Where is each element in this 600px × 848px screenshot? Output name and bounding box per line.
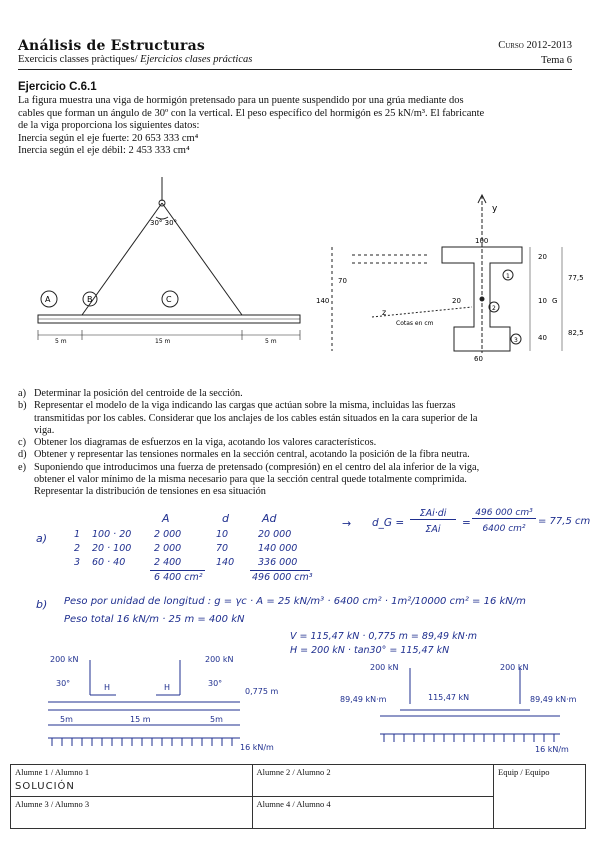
label-a: A bbox=[45, 295, 51, 304]
student3-cell[interactable] bbox=[11, 797, 253, 829]
axis-y-label: y bbox=[492, 204, 498, 214]
table-row: 1 100 · 20 2 000 10 20 000 bbox=[74, 529, 292, 540]
page-title: Análisis de Estructuras bbox=[18, 38, 205, 54]
table-row: 3 60 · 40 2 400 140 336 000 bbox=[74, 557, 298, 568]
solution-a-rows bbox=[74, 528, 297, 570]
result-den: 6400 cm² bbox=[482, 524, 526, 534]
centroid-result: = 77,5 cm bbox=[538, 516, 591, 527]
dim-mid: 15 m bbox=[155, 338, 171, 345]
dim-82-5: 82,5 bbox=[568, 329, 584, 337]
student1-name: SOLUCIÓN bbox=[15, 781, 75, 792]
arrow-icon: → bbox=[342, 517, 352, 530]
angle-30-left: 30° bbox=[56, 679, 71, 688]
dim-10: 10 bbox=[538, 297, 547, 305]
student1-cell[interactable] bbox=[11, 765, 253, 797]
load-model-right bbox=[340, 660, 590, 755]
question-a: a) Determinar la posición del centroide de la sección. bbox=[18, 388, 243, 399]
dim-5-left: 5m bbox=[60, 715, 73, 724]
centroid-num: ΣAi·di bbox=[410, 508, 456, 520]
questions-list bbox=[18, 388, 578, 499]
sum-rule-ad bbox=[250, 570, 310, 571]
force-200-right: 200 kN bbox=[500, 663, 529, 672]
subtitle-ca: Exercicis classes pràctiques/ bbox=[18, 54, 138, 65]
col-a-header: A bbox=[162, 512, 170, 525]
intro-line: de la viga proporciona los siguientes datos: bbox=[18, 120, 200, 131]
page-subtitle bbox=[18, 54, 252, 65]
dim-60: 60 bbox=[474, 355, 483, 363]
question-e: e) Suponiendo que introducimos una fuerza de pretensado (compresión) en el centro del ala inferior de la viga, bbox=[18, 461, 480, 473]
n3-label: 3 bbox=[514, 337, 518, 344]
dim-70: 70 bbox=[338, 277, 347, 285]
question-b-cont: viga. bbox=[34, 424, 55, 436]
label-b: B bbox=[87, 295, 93, 304]
dim-15: 15 m bbox=[130, 715, 151, 724]
solution-a-label: a) bbox=[36, 532, 48, 545]
load-16: 16 kN/m bbox=[240, 743, 274, 752]
label-g: G bbox=[552, 297, 558, 305]
dim-20-web: 20 bbox=[452, 297, 461, 305]
dim-77-5: 77,5 bbox=[568, 274, 584, 282]
units-note: Cotas en cm bbox=[396, 320, 434, 327]
h-left: H bbox=[104, 683, 111, 692]
dim-5-right: 5m bbox=[210, 715, 223, 724]
load-arrows bbox=[52, 738, 232, 746]
load-arrows bbox=[384, 734, 554, 742]
intro-line: cables que forman un ángulo de 30º con la vertical. El peso específico del hormigón es 25 kN/m³. El fabricante bbox=[18, 107, 485, 119]
axial-force: 115,47 kN bbox=[428, 693, 470, 702]
question-e-cont: obtener el valor mínimo de la misma necesario para que la sección central quede totalmente comprimida. bbox=[34, 474, 467, 486]
question-c: c) Obtener los diagramas de esfuerzos en la viga, acotando los valores característicos. bbox=[18, 437, 377, 449]
moment-calc: V = 115,47 kN · 0,775 m = 89,49 kN·m bbox=[290, 631, 477, 642]
load-16: 16 kN/m bbox=[535, 745, 569, 754]
question-b-cont: transmitidas por los cables. Considerar que los anclajes de los cables están situados en la cara superior de la bbox=[34, 412, 478, 424]
force-200-right: 200 kN bbox=[205, 655, 234, 664]
question-e-cont: Representar la distribución de tensiones en esa situación bbox=[34, 486, 266, 498]
exercise-label: Ejercicio bbox=[18, 81, 66, 93]
exercise-intro bbox=[18, 95, 578, 158]
course-label: Curso 2012-2013 bbox=[498, 40, 572, 51]
result-num: 496 000 cm³ bbox=[472, 508, 536, 519]
student3-label: Alumne 3 / Alumno 3 bbox=[15, 799, 90, 809]
sum-a: 6 400 cm² bbox=[154, 572, 203, 583]
cable-angles: 30° 30° bbox=[150, 219, 178, 227]
col-ad-header: Ad bbox=[262, 512, 277, 525]
h-right: H bbox=[164, 683, 171, 692]
team-label: Equip / Equipo bbox=[498, 767, 550, 777]
dim-0775: 0,775 m bbox=[245, 687, 279, 696]
header-rule bbox=[18, 69, 572, 70]
dim-40: 40 bbox=[538, 334, 547, 342]
team-cell[interactable] bbox=[494, 765, 586, 829]
load-model-left bbox=[40, 650, 290, 760]
inertia-strong: Inercia según el eje fuerte: 20 653 333 cm⁴ bbox=[18, 132, 199, 144]
beam-crane-figure bbox=[10, 175, 300, 370]
sum-ad: 496 000 cm³ bbox=[252, 572, 313, 583]
force-200-left: 200 kN bbox=[370, 663, 399, 672]
dim-left: 5 m bbox=[55, 338, 67, 345]
student2-cell[interactable] bbox=[252, 765, 494, 797]
centroid-dot bbox=[480, 297, 484, 301]
z-axis bbox=[372, 307, 472, 317]
cross-section-figure bbox=[312, 195, 582, 365]
total-weight: Peso total 16 kN/m · 25 m = 400 kN bbox=[64, 614, 245, 625]
dim-20-top: 20 bbox=[538, 253, 547, 261]
student2-label: Alumne 2 / Alumno 2 bbox=[256, 767, 331, 777]
exercise-number: C.6.1 bbox=[69, 81, 97, 93]
col-d-header: d bbox=[222, 512, 229, 525]
question-d: d) Obtener y representar las tensiones normales en la sección central, acotando la posición de la fibra neutra. bbox=[18, 449, 470, 461]
moment-left: 89,49 kN·m bbox=[340, 695, 387, 704]
exercise-title bbox=[18, 81, 97, 93]
student4-label: Alumne 4 / Alumno 4 bbox=[256, 799, 331, 809]
student-table bbox=[10, 764, 586, 829]
moment-right: 89,49 kN·m bbox=[530, 695, 577, 704]
dim-140: 140 bbox=[316, 297, 330, 305]
dim-100: 100 bbox=[475, 237, 489, 245]
n2-label: 2 bbox=[492, 305, 496, 312]
dim-right: 5 m bbox=[265, 338, 277, 345]
centroid-den: ΣAi bbox=[425, 524, 441, 535]
table-row: 2 20 · 100 2 000 70 140 000 bbox=[74, 543, 298, 554]
equals-icon: = bbox=[462, 517, 471, 529]
topic-label: Tema 6 bbox=[540, 55, 572, 66]
axis-z-label: z bbox=[382, 308, 387, 317]
force-200-left: 200 kN bbox=[50, 655, 79, 664]
weight-per-length: Peso por unidad de longitud : g = γc · A = 25 kN/m³ · 6400 cm² · 1m²/10000 cm² = 16 kN/m bbox=[64, 596, 526, 607]
inertia-weak: Inercia según el eje débil: 2 453 333 cm⁴ bbox=[18, 145, 190, 156]
horizontal-calc: H = 200 kN · tan30° = 115,47 kN bbox=[290, 645, 450, 656]
centroid-lhs: d_G = bbox=[372, 517, 405, 529]
intro-line: La figura muestra una viga de hormigón pretensado para un puente suspendido por una grúa mediante dos bbox=[18, 95, 464, 106]
solution-b-label: b) bbox=[36, 598, 48, 611]
sum-rule-a bbox=[150, 570, 205, 571]
subtitle-es: Ejercicios clases prácticas bbox=[140, 54, 253, 65]
question-b: b) Representar el modelo de la viga indicando las cargas que actúan sobre la misma, incluidas las fuerzas bbox=[18, 400, 456, 412]
student4-cell[interactable] bbox=[252, 797, 494, 829]
label-c: C bbox=[166, 295, 172, 304]
n1-label: 1 bbox=[506, 273, 510, 280]
student1-label: Alumne 1 / Alumno 1 bbox=[15, 767, 90, 777]
angle-30-right: 30° bbox=[208, 679, 223, 688]
